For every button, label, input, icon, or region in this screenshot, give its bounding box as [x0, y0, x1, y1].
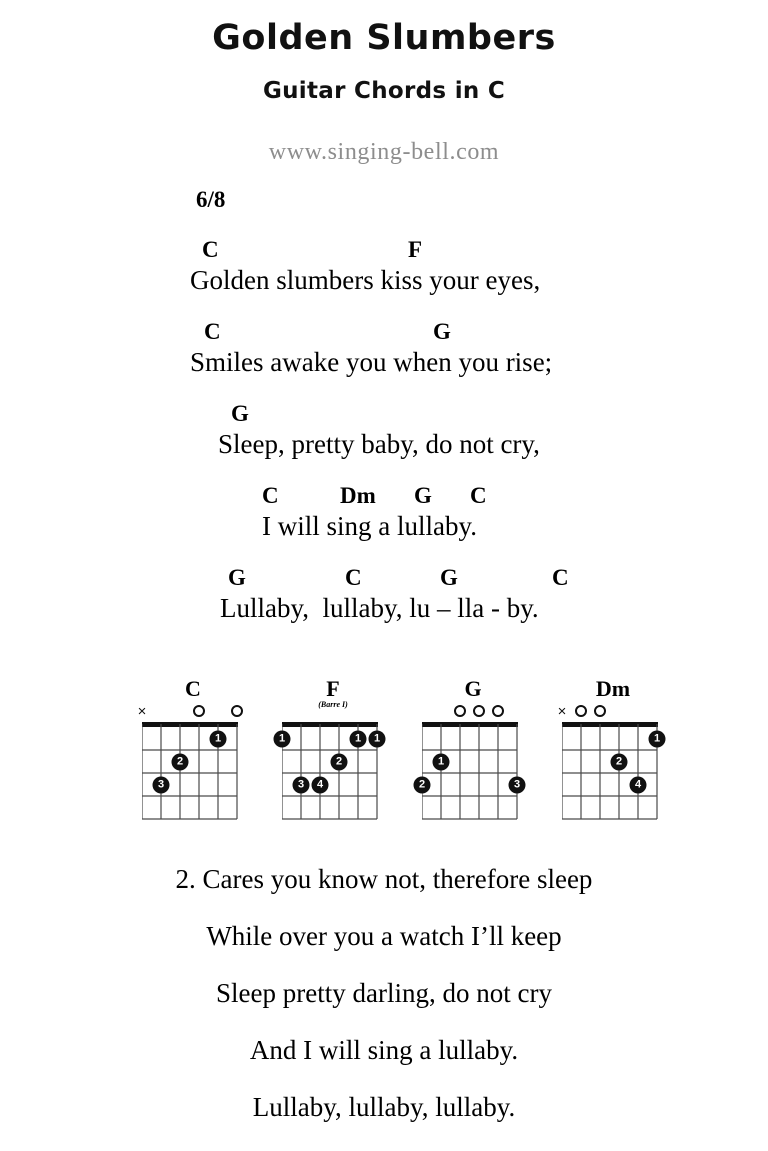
- chord-label: C: [262, 483, 279, 508]
- finger-dot: 1: [210, 730, 227, 747]
- chord-diagram-dm: [548, 678, 678, 828]
- chord-label: G: [414, 483, 432, 508]
- finger-dot: 4: [630, 776, 647, 793]
- chord-label: G: [433, 319, 451, 344]
- string-markers: [557, 703, 662, 720]
- lyric-text: Smiles awake you when you rise;: [190, 347, 553, 377]
- verse-1: [190, 237, 610, 647]
- lyric-line-group: [190, 483, 610, 565]
- open-string-icon: [473, 705, 485, 717]
- chord-row: [190, 401, 610, 431]
- muted-string-icon: ×: [557, 703, 567, 720]
- chord-row: [190, 319, 610, 349]
- fretboard: [418, 722, 521, 825]
- finger-dot: 3: [509, 776, 526, 793]
- finger-dot: 1: [369, 730, 386, 747]
- open-string-icon: [594, 705, 606, 717]
- page-subtitle: Guitar Chords in C: [262, 78, 506, 104]
- barre-note: (Barre I): [318, 700, 348, 709]
- lyric-text: I will sing a lullaby.: [262, 511, 477, 541]
- string-markers: [282, 704, 382, 720]
- chord-label: C: [345, 565, 362, 590]
- string-markers: [137, 703, 242, 720]
- open-string-icon: [231, 705, 243, 717]
- chord-diagram-name: F: [326, 676, 340, 701]
- muted-string-icon: ×: [137, 703, 147, 720]
- verse2-line: Sleep pretty darling, do not cry: [216, 978, 552, 1008]
- chord-label: C: [470, 483, 487, 508]
- finger-dot: 3: [293, 776, 310, 793]
- chord-diagram-name: C: [185, 676, 201, 701]
- lyric-line-group: [190, 319, 610, 401]
- site-url: www.singing-bell.com: [268, 139, 500, 165]
- chord-row: [190, 565, 610, 595]
- chord-label: F: [408, 237, 423, 262]
- chord-label: G: [231, 401, 249, 426]
- chord-label: C: [204, 319, 221, 344]
- chord-label: G: [228, 565, 246, 590]
- lyric-line-group: [190, 401, 610, 483]
- fretboard: [142, 722, 239, 825]
- chord-sheet: [190, 188, 610, 647]
- chord-label: C: [552, 565, 569, 590]
- chord-row: [190, 237, 610, 267]
- open-string-icon: [575, 705, 587, 717]
- finger-dot: 2: [172, 753, 189, 770]
- chord-label: Dm: [340, 483, 376, 508]
- lyric-text: Golden slumbers kiss your eyes,: [190, 265, 541, 295]
- finger-dot: 1: [274, 730, 291, 747]
- finger-dot: 2: [331, 753, 348, 770]
- lyric-line-group: [190, 237, 610, 319]
- chord-diagram-row: [0, 678, 768, 828]
- verse2-line: And I will sing a lullaby.: [249, 1035, 519, 1065]
- verse2-line: While over you a watch I’ll keep: [206, 921, 562, 951]
- finger-dot: 2: [611, 753, 628, 770]
- finger-dot: 2: [414, 776, 431, 793]
- verse-2: [0, 866, 768, 1151]
- chord-row: [190, 483, 610, 513]
- verse2-line: 2. Cares you know not, therefore sleep: [175, 864, 593, 894]
- open-string-icon: [454, 705, 466, 717]
- lyric-line-group: [190, 565, 610, 647]
- finger-dot: 1: [649, 730, 666, 747]
- open-string-icon: [492, 705, 504, 717]
- chord-diagram-g: [408, 678, 538, 828]
- chord-label: G: [440, 565, 458, 590]
- chord-diagram-c: [128, 678, 258, 828]
- fretboard: [278, 722, 381, 825]
- string-markers: [422, 704, 522, 720]
- verse2-line: Lullaby, lullaby, lullaby.: [252, 1092, 516, 1122]
- finger-dot: 4: [312, 776, 329, 793]
- lyric-text: Sleep, pretty baby, do not cry,: [218, 429, 540, 459]
- chord-diagram-name: Dm: [595, 676, 631, 701]
- time-signature: 6/8: [196, 187, 226, 212]
- finger-dot: 1: [433, 753, 450, 770]
- lyric-text: Lullaby, lullaby, lu – lla - by.: [220, 593, 539, 623]
- chord-diagram-name: G: [464, 676, 482, 701]
- finger-dot: 1: [350, 730, 367, 747]
- chord-diagram-f: [268, 678, 398, 828]
- finger-dot: 3: [153, 776, 170, 793]
- fretboard-grid: [562, 722, 659, 820]
- fretboard: [562, 722, 659, 825]
- fretboard-grid: [422, 722, 519, 820]
- page-title: Golden Slumbers: [212, 18, 556, 58]
- chord-label: C: [202, 237, 219, 262]
- open-string-icon: [193, 705, 205, 717]
